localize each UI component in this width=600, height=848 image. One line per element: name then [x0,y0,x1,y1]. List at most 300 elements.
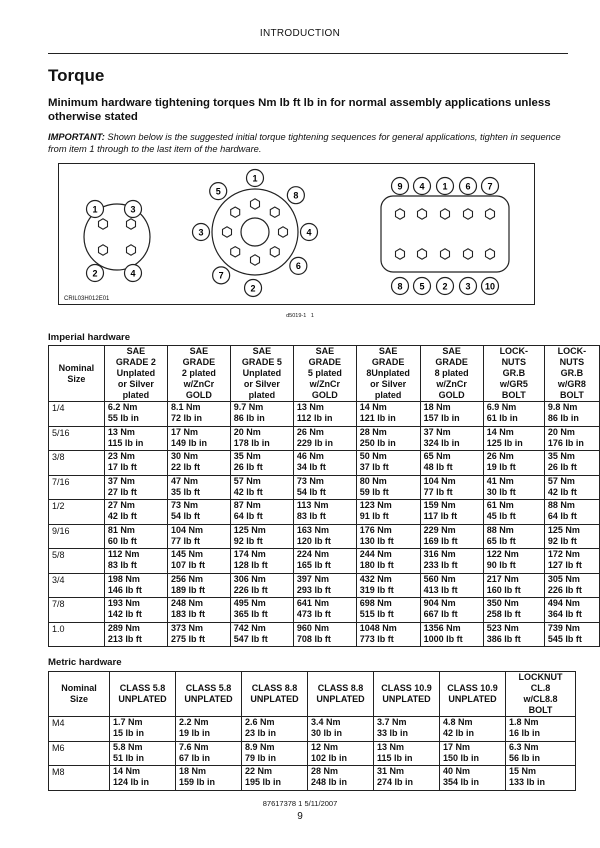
torque-imperial-value: 55 lb in [107,413,139,423]
column-header-line: 2 plated [181,368,216,378]
column-header-line: CLASS 5.8 [185,683,232,693]
torque-imperial-value: 547 lb ft [233,633,268,644]
sequence-number: 4 [306,227,312,238]
torque-value-cell [230,500,293,525]
torque-value-cell [544,426,599,451]
sequence-number: 2 [250,283,256,294]
torque-value-cell [544,524,599,549]
torque-imperial-value: 293 lb ft [296,584,331,595]
nominal-size-cell: 1.0 [49,622,105,647]
ten-bolt-plate [381,196,509,272]
torque-metric-value: 3.4 Nm [311,717,341,727]
column-header-line: Unplated [116,368,156,378]
column-header [374,672,440,717]
torque-value-cell [230,622,293,647]
column-header-line: 8 plated [434,368,469,378]
torque-value-cell [167,598,230,623]
torque-metric-value: 316 Nm [423,549,456,559]
torque-imperial-value: 48 lb ft [423,462,453,472]
torque-metric-value: 112 Nm [107,549,140,559]
table-row [49,622,600,647]
bolt-head-icon [486,209,495,219]
sequence-number: 1 [252,173,258,184]
torque-imperial-value: 42 lb ft [547,486,577,497]
torque-metric-value: 350 Nm [486,598,519,608]
torque-metric-value: 244 Nm [359,549,392,559]
torque-imperial-value: 115 lb in [107,437,144,448]
column-header-line: LOCK- [557,346,587,356]
torque-imperial-value: 72 lb in [170,413,202,423]
bolt-head-icon [464,249,473,259]
torque-metric-value: 1356 Nm [423,622,461,633]
torque-value-cell [544,598,599,623]
table-row [49,598,600,623]
column-header-line: GR.B [502,368,526,378]
torque-value-cell [230,573,293,598]
column-header [104,346,167,402]
torque-imperial-value: 42 lb ft [107,511,137,521]
column-header-line: w/CL8.8 [523,694,558,704]
torque-imperial-value: 159 lb in [179,777,216,787]
column-header-line: w/GR8 [557,379,586,389]
torque-metric-value: 13 Nm [107,426,135,437]
torque-imperial-value: 515 lb ft [359,609,394,619]
torque-value-cell [167,402,230,427]
column-header [483,346,544,402]
eight-bolt-flange [212,189,298,275]
column-header [110,672,176,717]
torque-imperial-value: 77 lb ft [170,535,200,546]
torque-imperial-value: 157 lb in [423,413,460,423]
sequence-number: 4 [419,181,425,192]
torque-value-cell [293,622,356,647]
torque-metric-value: 17 Nm [443,741,471,752]
torque-value-cell [440,766,506,791]
torque-value-cell [104,622,167,647]
torque-sequence-svg [59,164,534,304]
torque-value-cell [308,741,374,766]
column-header-line: w/ZnCr [183,379,215,389]
torque-imperial-value: 65 lb ft [486,535,516,546]
bolt-head-icon [441,209,450,219]
torque-imperial-value: 27 lb ft [107,486,137,497]
table-row [49,402,600,427]
torque-imperial-value: 83 lb ft [296,511,326,521]
torque-value-cell [167,622,230,647]
torque-value-cell [104,524,167,549]
column-header-line: LOCKNUT [518,672,563,682]
column-header-line: GRADE [371,357,405,367]
torque-metric-value: 224 Nm [296,549,329,559]
torque-value-cell [544,402,599,427]
table-row [49,500,600,525]
torque-imperial-value: 64 lb ft [233,511,263,521]
torque-imperial-value: 180 lb ft [359,560,394,570]
sequence-number: 1 [442,181,448,192]
column-header-line: LOCK- [499,346,529,356]
column-header [49,672,110,717]
torque-metric-value: 20 Nm [547,426,575,437]
torque-imperial-value: 26 lb ft [233,462,263,472]
torque-metric-value: 9.8 Nm [547,402,578,412]
bolt-head-icon [251,255,260,265]
torque-metric-value: 17 Nm [170,426,198,437]
torque-metric-value: 23 Nm [107,451,135,461]
torque-imperial-value: 91 lb ft [359,511,389,521]
table-row [49,573,600,598]
torque-value-cell [104,598,167,623]
bolt-head-icon [396,249,405,259]
important-note [48,131,573,155]
torque-metric-value: 248 Nm [170,598,204,608]
column-header [506,672,576,717]
torque-metric-value: 698 Nm [359,598,392,608]
column-header-line: BOLT [560,390,584,400]
nominal-size-cell: 3/4 [49,573,105,598]
torque-metric-value: 14 Nm [113,766,141,776]
torque-imperial-value: 83 lb ft [107,560,137,570]
torque-value-cell [104,549,167,574]
column-header [308,672,374,717]
column-header-line: plated [374,390,402,400]
torque-metric-value: 494 Nm [547,598,580,608]
torque-value-cell [544,622,599,647]
imperial-torque-table [48,345,600,647]
torque-metric-value: 6.9 Nm [486,402,517,412]
torque-imperial-value: 17 lb ft [107,462,137,472]
torque-value-cell [356,598,420,623]
torque-metric-value: 88 Nm [486,524,514,535]
torque-metric-value: 1.8 Nm [509,717,539,727]
torque-metric-value: 57 Nm [233,475,261,486]
torque-metric-value: 739 Nm [547,622,580,633]
column-header [167,346,230,402]
column-header-line: SAE [315,346,335,356]
torque-imperial-value: 19 lb ft [486,462,516,472]
torque-metric-value: 46 Nm [296,451,324,461]
torque-metric-value: 113 Nm [296,500,329,510]
torque-value-cell [110,741,176,766]
torque-value-cell [544,475,599,500]
torque-imperial-value: 67 lb in [179,752,211,763]
column-header-line: 5 plated [307,368,342,378]
torque-imperial-value: 54 lb ft [170,511,200,521]
bolt-head-icon [441,249,450,259]
torque-metric-value: 176 Nm [359,524,392,535]
torque-value-cell [167,549,230,574]
column-header [49,346,105,402]
column-header-line: NUTS [501,357,527,367]
column-header-line: SAE [378,346,398,356]
torque-imperial-value: 15 lb in [113,728,145,738]
torque-value-cell [374,741,440,766]
torque-imperial-value: 1000 lb ft [423,633,463,644]
torque-imperial-value: 30 lb in [311,728,343,738]
torque-value-cell [167,573,230,598]
torque-metric-value: 73 Nm [296,475,324,486]
torque-value-cell [356,402,420,427]
sequence-number: 5 [215,186,221,197]
column-header [176,672,242,717]
torque-value-cell [293,426,356,451]
torque-value-cell [293,402,356,427]
bolt-head-icon [127,245,136,255]
nominal-size-cell: M4 [49,717,110,742]
torque-imperial-value: 22 lb ft [170,462,200,472]
torque-value-cell [293,524,356,549]
torque-metric-value: 432 Nm [359,573,392,584]
torque-imperial-value: 112 lb in [296,413,333,423]
torque-imperial-value: 128 lb ft [233,560,268,570]
column-header-line: CLASS 8.8 [251,683,298,693]
bolt-head-icon [127,219,136,229]
torque-imperial-value: 33 lb in [377,728,409,738]
torque-metric-value: 87 Nm [233,500,261,510]
torque-metric-value: 14 Nm [486,426,514,437]
column-header-line: GRADE [308,357,342,367]
torque-imperial-value: 45 lb ft [486,511,516,521]
torque-metric-value: 2.6 Nm [245,717,275,727]
column-header-line: GOLD [185,390,212,400]
column-header [242,672,308,717]
torque-metric-value: 198 Nm [107,573,140,584]
torque-value-cell [483,549,544,574]
torque-imperial-value: 773 lb ft [359,633,394,644]
column-header-line: Nominal [58,362,95,373]
torque-metric-value: 41 Nm [486,475,514,486]
torque-value-cell [293,598,356,623]
sequence-number: 4 [130,268,136,279]
eight-bolt-center-bore [241,218,269,246]
torque-imperial-value: 149 lb in [170,437,207,448]
nominal-size-cell: 1/2 [49,500,105,525]
column-header-line: CLASS 5.8 [119,683,166,693]
torque-value-cell [293,475,356,500]
torque-value-cell [104,500,167,525]
torque-metric-value: 125 Nm [233,524,266,535]
column-header [544,346,599,402]
torque-metric-value: 73 Nm [170,500,198,510]
bolt-head-icon [396,209,405,219]
torque-metric-value: 57 Nm [547,475,575,486]
torque-value-cell [374,717,440,742]
torque-imperial-value: 165 lb ft [296,560,331,570]
column-header-line: CLASS 8.8 [317,683,364,693]
column-header-line: plated [248,390,276,400]
torque-imperial-value: 59 lb ft [359,486,389,497]
table-row [49,475,600,500]
torque-value-cell [230,598,293,623]
nominal-size-cell: 5/16 [49,426,105,451]
column-header [230,346,293,402]
torque-value-cell [483,426,544,451]
sequence-number: 10 [484,281,496,292]
torque-value-cell [167,426,230,451]
column-header-line: plated [122,390,150,400]
table-row [49,451,600,476]
torque-imperial-value: 226 lb ft [547,584,582,595]
torque-imperial-value: 160 lb ft [486,584,521,595]
torque-metric-value: 104 Nm [170,524,204,535]
sequence-number: 7 [487,181,493,192]
page-subtitle: Minimum hardware tightening torques Nm lb ft lb in for normal assembly applications unless otherwise stated [48,97,551,123]
torque-value-cell [230,426,293,451]
torque-value-cell [483,622,544,647]
torque-value-cell [356,451,420,476]
column-header [420,346,483,402]
torque-metric-value: 28 Nm [311,766,339,776]
torque-imperial-value: 133 lb in [509,777,546,787]
torque-metric-value: 37 Nm [423,426,451,437]
bolt-head-icon [99,219,108,229]
torque-imperial-value: 79 lb in [245,752,277,763]
torque-imperial-value: 127 lb ft [547,560,582,570]
figure-number: 1 [310,313,314,319]
column-header-line: w/ZnCr [309,379,341,389]
torque-metric-value: 40 Nm [443,766,471,776]
torque-value-cell [230,549,293,574]
running-header: INTRODUCTION [259,28,341,39]
torque-metric-value: 37 Nm [107,475,135,486]
torque-value-cell [356,426,420,451]
table-row [49,426,600,451]
torque-metric-value: 14 Nm [359,402,387,412]
torque-metric-value: 61 Nm [486,500,514,510]
nominal-size-cell: 9/16 [49,524,105,549]
torque-imperial-value: 86 lb in [547,413,579,423]
table-row [49,524,600,549]
torque-metric-value: 13 Nm [296,402,324,412]
torque-metric-value: 35 Nm [233,451,261,461]
bolt-head-icon [279,227,288,237]
torque-value-cell [420,598,483,623]
column-header-line: CL.8 [530,683,551,693]
bolt-head-icon [418,249,427,259]
torque-metric-value: 122 Nm [486,549,519,559]
torque-value-cell [230,402,293,427]
page-title: Torque [48,66,105,85]
torque-metric-value: 904 Nm [423,598,456,608]
torque-imperial-value: 365 lb ft [233,609,268,619]
metric-header-row [49,672,576,717]
torque-metric-value: 373 Nm [170,622,204,633]
torque-metric-value: 3.7 Nm [377,717,407,727]
torque-imperial-value: 229 lb in [296,437,333,448]
torque-imperial-value: 42 lb ft [233,486,263,497]
torque-value-cell [308,717,374,742]
column-header-line: Size [69,694,88,704]
torque-imperial-value: 37 lb ft [359,462,389,472]
torque-imperial-value: 150 lb in [443,752,480,763]
column-header-line: 8Unplated [366,368,410,378]
torque-imperial-value: 275 lb ft [170,633,205,644]
torque-metric-value: 88 Nm [547,500,575,510]
torque-value-cell [176,766,242,791]
torque-imperial-value: 142 lb ft [107,609,142,619]
important-text: Shown below is the suggested initial torque tightening sequences for general applications, tighten in sequence from item 1 through to the last item of the hardware. [48,132,561,154]
torque-value-cell [167,524,230,549]
torque-imperial-value: 274 lb in [377,777,414,787]
column-header-line: GRADE [435,357,468,367]
torque-imperial-value: 107 lb ft [170,560,205,570]
torque-value-cell [356,500,420,525]
torque-imperial-value: 324 lb in [423,437,460,448]
column-header-line: Unplated [242,368,282,378]
sequence-number: 8 [293,190,299,201]
torque-imperial-value: 178 lb in [233,437,270,448]
torque-value-cell [104,475,167,500]
torque-value-cell [167,475,230,500]
torque-imperial-value: 16 lb in [509,728,541,738]
torque-value-cell [483,402,544,427]
sequence-number: 8 [397,281,403,292]
torque-value-cell [176,717,242,742]
torque-value-cell [483,573,544,598]
torque-metric-value: 495 Nm [233,598,266,608]
torque-imperial-value: 60 lb ft [107,535,137,546]
bolt-head-icon [99,245,108,255]
torque-metric-value: 742 Nm [233,622,266,633]
torque-imperial-value: 319 lb ft [359,584,394,595]
torque-imperial-value: 19 lb in [179,728,211,738]
sequence-number: 3 [465,281,471,292]
torque-metric-value: 104 Nm [423,475,456,486]
torque-metric-value: 35 Nm [547,451,575,461]
torque-imperial-value: 61 lb in [486,413,518,423]
torque-imperial-value: 30 lb ft [486,486,516,497]
torque-imperial-value: 124 lb in [113,777,150,787]
torque-value-cell [104,451,167,476]
torque-value-cell [420,426,483,451]
torque-metric-value: 22 Nm [245,766,273,776]
torque-imperial-value: 51 lb in [113,752,145,763]
torque-value-cell [420,451,483,476]
sequence-number: 2 [92,268,98,279]
column-header-line: or Silver [370,379,407,389]
sequence-number: 2 [442,281,448,292]
torque-metric-value: 7.6 Nm [179,741,209,752]
torque-imperial-value: 146 lb ft [107,584,142,595]
torque-imperial-value: 413 lb ft [423,584,458,595]
torque-imperial-value: 195 lb in [245,777,282,787]
torque-imperial-value: 120 lb ft [296,535,331,546]
sequence-number: 5 [419,281,425,292]
torque-sequence-diagram [58,163,535,305]
column-header-line: GR.B [560,368,584,378]
torque-metric-value: 26 Nm [486,451,514,461]
torque-value-cell [356,622,420,647]
diagram-code: CRIL03H012E01 [64,296,110,302]
torque-metric-value: 12 Nm [311,741,339,752]
torque-value-cell [483,524,544,549]
torque-metric-value: 217 Nm [486,573,519,584]
torque-value-cell [242,741,308,766]
torque-metric-value: 18 Nm [423,402,451,412]
torque-metric-value: 6.3 Nm [509,741,539,752]
torque-imperial-value: 54 lb ft [296,486,326,497]
column-header-line: NUTS [559,357,585,367]
torque-value-cell [167,451,230,476]
column-header-line: UNPLATED [118,694,167,704]
torque-value-cell [420,524,483,549]
torque-metric-value: 145 Nm [170,549,204,559]
nominal-size-cell: 7/8 [49,598,105,623]
torque-imperial-value: 125 lb in [486,437,523,448]
bolt-head-icon [270,247,279,257]
bolt-head-icon [231,247,240,257]
torque-value-cell [506,766,576,791]
sequence-number: 6 [295,261,301,272]
